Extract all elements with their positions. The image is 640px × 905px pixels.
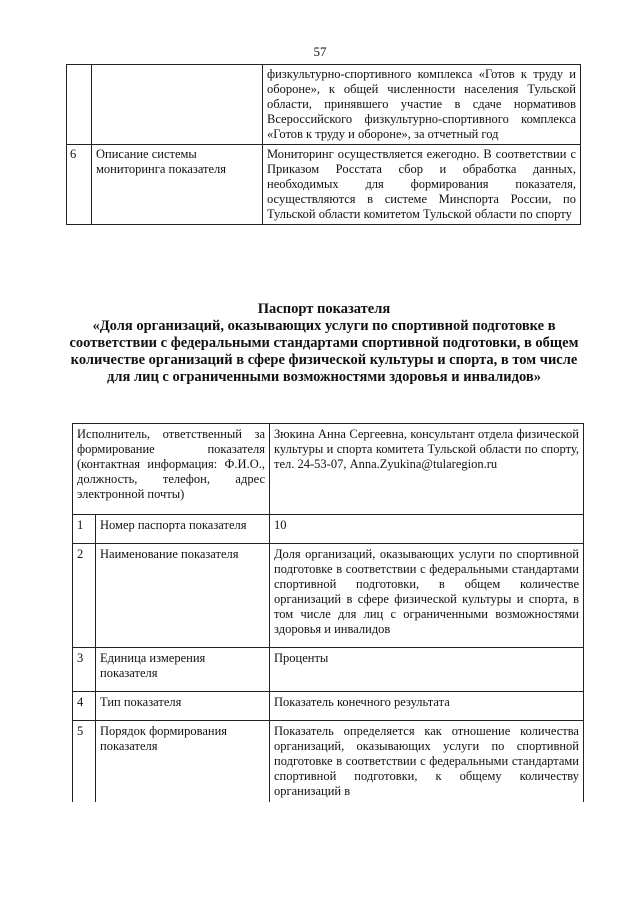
row-number: 5 (73, 721, 96, 803)
row-number: 6 (67, 145, 92, 225)
passport-heading (60, 301, 588, 386)
row-value: Мониторинг осуществляется ежегодно. В соответствии с Приказом Росстата сбор и обработка данных, необходимых для формирования показателя, осуществляются в системе Минспорта России, по Тульской области комитетом Тульской области по спорту (263, 145, 581, 225)
row-name: Номер паспорта показателя (96, 515, 270, 544)
table-row (73, 721, 584, 803)
row-number (67, 65, 92, 145)
table-row (73, 692, 584, 721)
row-number: 2 (73, 544, 96, 648)
table-row (73, 648, 584, 692)
continued-table (66, 64, 581, 225)
page-number: 57 (313, 44, 327, 59)
row-name: Единица измерения показателя (96, 648, 270, 692)
table-row (73, 544, 584, 648)
row-number: 3 (73, 648, 96, 692)
executor-value: Зюкина Анна Сергеевна, консультант отдела физической культуры и спорта комитета Тульской области по спорту, тел. 24-53-07, Anna.Zyukina@tularegion.ru (270, 424, 584, 515)
row-name: Тип показателя (96, 692, 270, 721)
executor-row (73, 424, 584, 515)
passport-table (72, 423, 584, 802)
row-value: Проценты (270, 648, 584, 692)
row-number: 4 (73, 692, 96, 721)
row-name (92, 65, 263, 145)
row-name: Порядок формирования показателя (96, 721, 270, 803)
indicator-title: «Доля организаций, оказывающих услуги по спортивной подготовке в соответствии с федеральными стандартами спортивной подготовки, в общем количестве организаций в сфере физической культуры и спорта, в том числе для лиц с ограниченными возможностями здоровья и инвалидов» (69, 318, 579, 385)
row-value: Показатель конечного результата (270, 692, 584, 721)
heading-title: Паспорт показателя (257, 301, 391, 317)
row-value: физкультурно-спортивного комплекса «Готов к труду и обороне», к общей численности населения Тульской области, принявшего участие в сдаче нормативов Всероссийского физкультурно-спортивного комплекса «Готов к труду и обороне», за отчетный год (263, 65, 581, 145)
table-row (67, 65, 581, 145)
row-value: 10 (270, 515, 584, 544)
row-name: Описание системы мониторинга показателя (92, 145, 263, 225)
table-row (67, 145, 581, 225)
table-row (73, 515, 584, 544)
row-value: Доля организаций, оказывающих услуги по спортивной подготовке в соответствии с федеральными стандартами спортивной подготовки, в общем количестве организаций в сфере физической культуры и спорта, в том числе для лиц с ограниченными возможностями здоровья и инвалидов (270, 544, 584, 648)
row-value: Показатель определяется как отношение количества организаций, оказывающих услуги по спортивной подготовке в соответствии с федеральными стандартами спортивной подготовки, к общему количеству организаций в (270, 721, 584, 803)
row-name: Наименование показателя (96, 544, 270, 648)
executor-label: Исполнитель, ответственный за формирование показателя (контактная информация: Ф.И.О., должность, телефон, адрес электронной почты) (73, 424, 270, 515)
row-number: 1 (73, 515, 96, 544)
